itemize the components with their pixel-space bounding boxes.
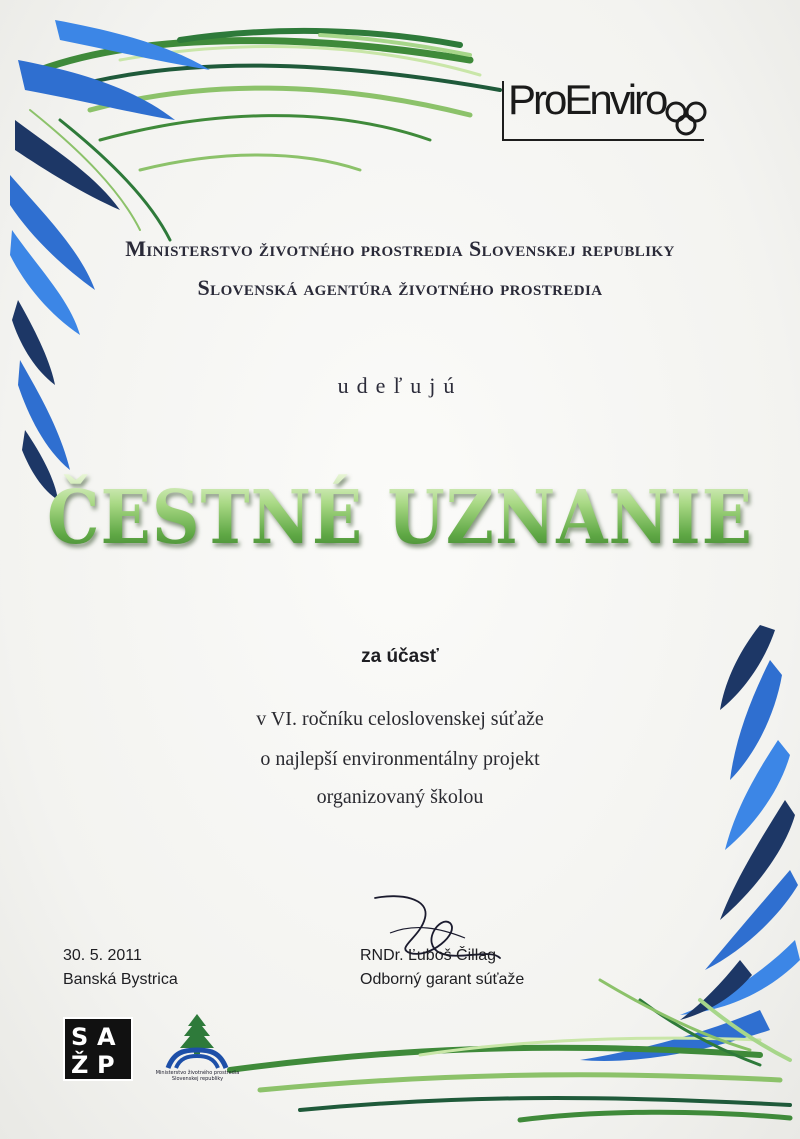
description-line-2: o najlepší environmentálny projekt (260, 748, 540, 770)
signer-role: Odborný garant súťaže (360, 971, 525, 988)
sazp-logo (63, 1017, 133, 1081)
for-participation: za účasť (361, 646, 439, 667)
svg-text:Ž: Ž (71, 1051, 89, 1079)
proenviro-logo (502, 73, 720, 151)
proenviro-logo-text: ProEnviro (508, 76, 666, 123)
tree-icon (164, 1012, 230, 1072)
issuer-ministry: Ministerstvo životného prostredia Slovenskej republiky (125, 236, 675, 261)
signer-name: RNDr. Ľuboš Čillag (360, 947, 497, 964)
ministry-logo-caption: Ministerstvo životného prostredia Slovenskej republiky (155, 1070, 240, 1082)
description-line-3: organizovaný školou (316, 786, 484, 808)
ministry-tree-logo (150, 1012, 245, 1098)
svg-text:A: A (97, 1023, 116, 1051)
grant-text: udeľujú (337, 373, 463, 398)
svg-text:S: S (71, 1023, 89, 1051)
issue-date: 30. 5. 2011 (63, 947, 142, 964)
proenviro-rings-icon (662, 99, 720, 139)
description-line-1: v VI. ročníku celoslovenskej súťaže (256, 708, 544, 730)
issuer-agency: Slovenská agentúra životného prostredia (197, 275, 603, 300)
svg-text:P: P (97, 1051, 115, 1079)
footer-signer (360, 944, 524, 992)
issue-place: Banská Bystrica (63, 971, 178, 988)
certificate-title: ČESTNÉ UZNANIE (0, 473, 800, 560)
footer-date-place (63, 944, 178, 992)
